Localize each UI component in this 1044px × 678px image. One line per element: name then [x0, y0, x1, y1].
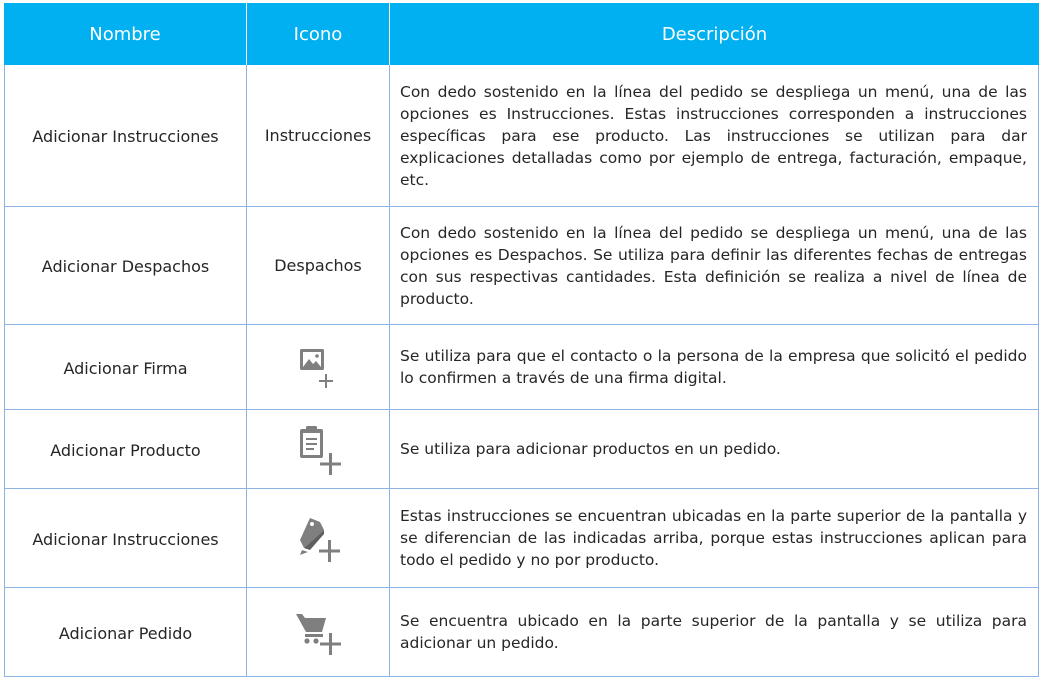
- row-name: Adicionar Firma: [4, 325, 247, 409]
- feature-table: [4, 3, 1039, 677]
- table-row: [4, 588, 1039, 677]
- table-row: [4, 207, 1039, 325]
- row-name: Adicionar Pedido: [4, 588, 247, 676]
- row-icon-text: Instrucciones: [247, 65, 390, 206]
- row-description: Se encuentra ubicado en la parte superior de la pantalla y se utiliza para adicionar un pedido.: [400, 612, 1027, 652]
- row-name: Adicionar Producto: [4, 410, 247, 488]
- row-name: Adicionar Instrucciones: [4, 65, 247, 206]
- row-name: Adicionar Instrucciones: [4, 489, 247, 587]
- row-description: Con dedo sostenido en la línea del pedido se despliega un menú, una de las opciones es Despachos. Se utiliza para definir las diferentes fechas de entregas con sus respectivas cantidades. Esta definición se realiza a nivel de línea de producto.: [400, 223, 1027, 308]
- table-header: [4, 3, 1039, 65]
- row-description: Estas instrucciones se encuentran ubicadas en la parte superior de la pantalla y se diferencian de las indicadas arriba, porque estas instrucciones aplican para todo el pedido y no por producto.: [400, 507, 1027, 569]
- table-row: [4, 489, 1039, 588]
- table-row: [4, 325, 1039, 410]
- image-add-icon: [286, 339, 350, 395]
- clipboard-add-icon: [286, 421, 350, 477]
- table-row: [4, 65, 1039, 207]
- pencil-tag-add-icon: [286, 510, 350, 566]
- header-name: Nombre: [4, 3, 247, 65]
- row-description: Se utiliza para adicionar productos en un pedido.: [400, 440, 781, 458]
- cart-add-icon: [286, 604, 350, 660]
- table-row: [4, 410, 1039, 489]
- row-description: Se utiliza para que el contacto o la persona de la empresa que solicitó el pedido lo confirmen a través de una firma digital.: [400, 347, 1027, 387]
- row-icon-text: Despachos: [247, 207, 390, 324]
- header-description: Descripción: [661, 23, 768, 45]
- row-name: Adicionar Despachos: [4, 207, 247, 324]
- row-description: Con dedo sostenido en la línea del pedido se despliega un menú, una de las opciones es Instrucciones. Estas instrucciones corresponden a instrucciones específicas para ese producto. Las instrucciones se utilizan para dar explicaciones detalladas como por ejemplo de entrega, facturación, empaque, etc.: [400, 82, 1027, 189]
- header-icon: Icono: [247, 3, 390, 65]
